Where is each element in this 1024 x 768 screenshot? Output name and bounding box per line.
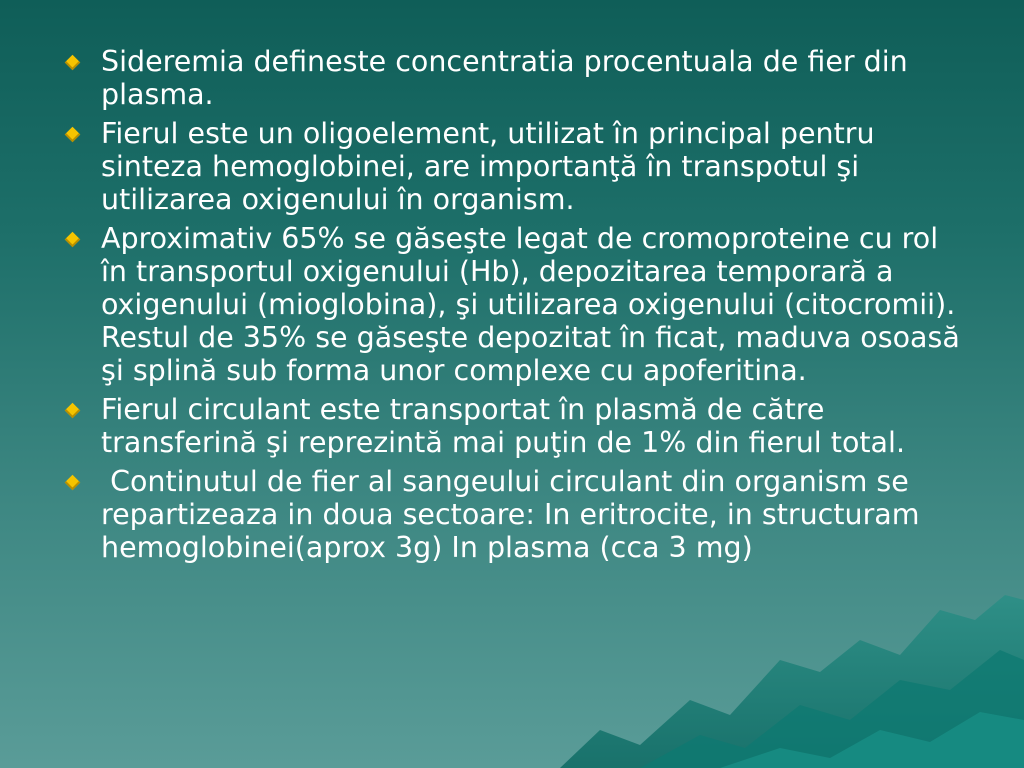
diamond-bullet-icon <box>65 475 81 491</box>
diamond-bullet-icon <box>65 403 81 419</box>
bullet-item <box>64 465 964 564</box>
diamond-bullet-icon <box>65 55 81 71</box>
bullet-item <box>64 222 964 387</box>
bullet-item <box>64 393 964 459</box>
bullet-text: Fierul este un oligoelement, utilizat în principal pentru sinteza hemoglobinei, are importanţă în transpotul şi utilizarea oxigenului în organism. <box>101 117 875 216</box>
bullet-text: Sideremia defineste concentratia procentuala de fier din plasma. <box>101 45 908 111</box>
bullet-list <box>64 45 964 564</box>
diamond-bullet-icon <box>65 232 81 248</box>
bullet-text: Fierul circulant este transportat în plasmă de către transferină şi reprezintă mai puţin de 1% din fierul total. <box>101 393 905 459</box>
slide-content <box>64 45 964 570</box>
bullet-item <box>64 45 964 111</box>
bullet-text: Continutul de fier al sangeului circulant din organism se repartizeaza in doua sectoare: In eritrocite, in structuram hemoglobinei(aprox 3g) In plasma (cca 3 mg) <box>101 465 929 564</box>
diamond-bullet-icon <box>65 127 81 143</box>
bullet-text: Aproximativ 65% se găseşte legat de cromoproteine cu rol în transportul oxigenului (Hb), depozitarea temporară a oxigenului (mioglobina), şi utilizarea oxigenului (citocromii). Restul de 35% se găseşte depozitat în ficat, maduva osoasă şi splină sub forma unor complexe cu apoferitina. <box>101 222 960 387</box>
bullet-item <box>64 117 964 216</box>
